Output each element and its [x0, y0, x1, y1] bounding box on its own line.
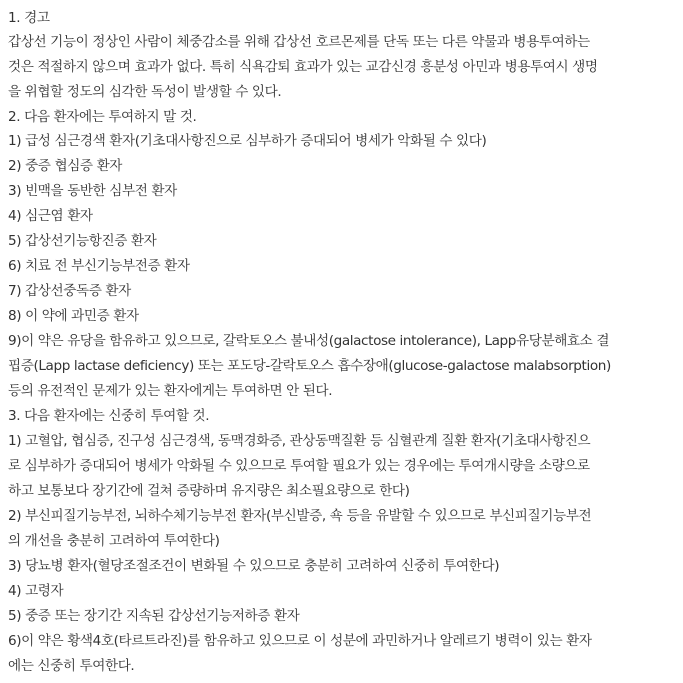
- section-heading-warning: 1. 경고: [8, 10, 50, 26]
- text-line: 에는 신중히 투여한다.: [8, 658, 135, 674]
- list-item: 4) 심근염 환자: [8, 208, 93, 224]
- text-line: 등의 유전적인 문제가 있는 환자에게는 투여하면 안 된다.: [8, 383, 333, 399]
- list-item: 1) 급성 심근경색 환자(기초대사항진으로 심부하가 증대되어 병세가 악화될 수 있다): [8, 133, 487, 149]
- list-item: 3) 당뇨병 환자(혈당조절조건이 변화될 수 있으므로 충분히 고려하여 신중히 투여한다): [8, 558, 500, 574]
- list-item: 2) 부신피질기능부전, 뇌하수체기능부전 환자(부신발증, 쇽 등을 유발할 수 있으므로 부신피질기능부전: [8, 508, 592, 524]
- text-line: 로 심부하가 증대되어 병세가 악화될 수 있으므로 투여할 필요가 있는 경우에는 투여개시량을 소량으로: [8, 458, 590, 474]
- list-item: 7) 갑상선중독증 환자: [8, 283, 131, 299]
- list-item: 5) 갑상선기능항진증 환자: [8, 233, 157, 249]
- list-item: 1) 고혈압, 협심증, 진구성 심근경색, 동맥경화증, 관상동맥질환 등 심혈관계 질환 환자(기초대사항진으: [8, 433, 591, 449]
- text-line: 의 개선을 충분히 고려하여 투여한다): [8, 533, 220, 549]
- list-item: 2) 중증 협심증 환자: [8, 158, 123, 174]
- section-heading-contraindications: 2. 다음 환자에는 투여하지 말 것.: [8, 109, 197, 125]
- list-item: 4) 고령자: [8, 583, 64, 599]
- list-item: 6) 치료 전 부신기능부전증 환자: [8, 258, 190, 274]
- text-line: 을 위협할 정도의 심각한 독성이 발생할 수 있다.: [8, 84, 282, 100]
- list-item: 6)이 약은 황색4호(타르트라진)를 함유하고 있으므로 이 성분에 과민하거나 알레르기 병력이 있는 환자: [8, 633, 592, 649]
- text-line: 하고 보통보다 장기간에 걸쳐 증량하며 유지량은 최소필요량으로 한다): [8, 483, 410, 499]
- section-heading-precautions: 3. 다음 환자에는 신중히 투여할 것.: [8, 408, 210, 424]
- text-line: 핍증(Lapp lactase deficiency) 또는 포도당-갈락토오스 흡수장애(glucose-galactose malabsorption): [8, 358, 611, 374]
- list-item: 9)이 약은 유당을 함유하고 있으므로, 갈락토오스 불내성(galactose intolerance), Lapp유당분해효소 결: [8, 333, 610, 349]
- list-item: 3) 빈맥을 동반한 심부전 환자: [8, 183, 177, 199]
- text-line: 것은 적절하지 않으며 효과가 없다. 특히 식욕감퇴 효과가 있는 교감신경 흥분성 아민과 병용투여시 생명: [8, 59, 598, 75]
- list-item: 5) 중증 또는 장기간 지속된 갑상선기능저하증 환자: [8, 608, 300, 624]
- text-line: 갑상선 기능이 정상인 사람이 체중감소를 위해 갑상선 호르몬제를 단독 또는 다른 약물과 병용투여하는: [8, 34, 590, 50]
- list-item: 8) 이 약에 과민증 환자: [8, 308, 139, 324]
